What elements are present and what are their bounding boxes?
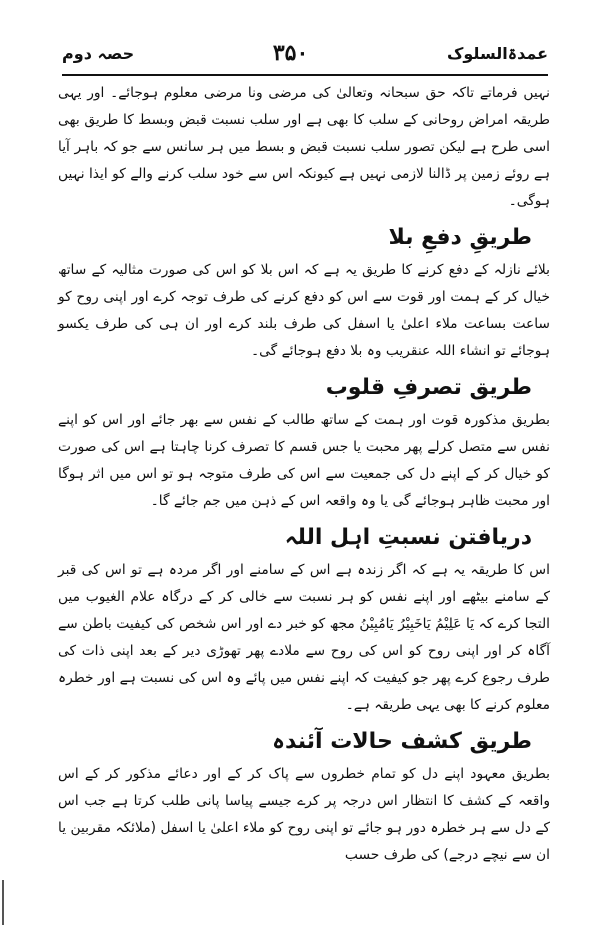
page-body (58, 80, 550, 869)
page-number: ۳۵۰ (272, 40, 309, 66)
section-paragraph-influence-hearts: بطریق مذکورہ قوت اور ہمت کے ساتھ طالب کے نفس سے بھر جائے اور اس کو اپنے نفس سے متصل کرلے پھر محبت یا جس قسم کا تصرف کرنا چاہتا ہے اس کی صورت کو خیال کر کے اپنے دل کی جمعیت سے اس کی طرف متوجہ ہو تو اس میں اثر ہوگا اور محبت ظاہر ہوجائے گی یا وہ واقعہ اس کے ذہن میں جم جائے گا۔ (58, 412, 550, 509)
scan-margin-mark (2, 880, 4, 925)
section-heading-repel-calamity: طریقِ دفعِ بلا (388, 225, 532, 250)
section-heading-discern-nisbat: دریافتن نسبتِ اہل اللہ (284, 525, 532, 550)
section-paragraph-future-events: بطریق معہود اپنے دل کو تمام خطروں سے پاک کر کے اور دعائے مذکور کر کے اس واقعہ کے کشف کا انتظار اس درجہ پر کرے جیسے پیاسا پانی طلب کرتا ہے جب اس کے دل سے ہر خطرہ دور ہو جائے تو اپنی روح کو ملاء اعلیٰ یا اسفل (ملائکہ مقربین یا ان سے نیچے درجے) کی طرف حسب (58, 766, 550, 863)
section-heading-influence-hearts: طریق تصرفِ قلوب (325, 375, 532, 400)
book-title: عمدۃالسلوک (447, 43, 548, 63)
header-rule (62, 74, 548, 76)
page-header (62, 36, 548, 70)
section-paragraph-discern-nisbat: اس کا طریقہ یہ ہے کہ اگر زندہ ہے اس کے سامنے اور اگر مردہ ہے تو اس کی قبر کے سامنے بیٹھے اور اپنے نفس کو ہر نسبت سے خالی کر کے درگاہ علام الغیوب میں التجا کرے کہ یَا عَلِیْمُ یَاخَبِیْرُ یَامُبِیْنُ مجھ کو خبر دے اور اس شخص کی کیفیت باطن سے آگاہ کر اور اپنی روح کو اس کی روح سے ملادے پھر تھوڑی دیر کے بعد اپنی ذات کی طرف رجوع کرے پھر جو کیفیت کہ اپنے نفس میں پائے وہ اس کی نسبت ہے اور خطرہ معلوم کرنے کا بھی یہی طریقہ ہے۔ (58, 562, 550, 713)
section-heading-future-events: طریق کشف حالات آئندہ (272, 729, 532, 754)
volume-part: حصہ دوم (62, 43, 135, 63)
section-paragraph-repel-calamity: بلائے نازلہ کے دفع کرنے کا طریق یہ ہے کہ اس بلا کو اس کی صورت مثالیہ کے ساتھ خیال کر کے ہمت اور قوت سے اس کو دفع کرنے کی طرف توجہ کرے اور اپنی روح کو ساعت بساعت ملاء اعلیٰ یا اسفل کی طرف بلند کرے اور ان ہی کی طرف یکسو ہوجائے تو انشاء اللہ عنقریب وہ بلا دفع ہوجائے گی۔ (58, 262, 550, 359)
intro-paragraph: نہیں فرماتے تاکہ حق سبحانہ وتعالیٰ کی مرضی ونا مرضی معلوم ہوجائے۔ اور یہی طریقہ امراض روحانی کے سلب کا بھی ہے اور سلب نسبت قبض وبسط کا طریق بھی اسی طرح ہے لیکن تصور سلب نسبت قبض و بسط میں ہر سانس سے جو کہ باہر آیا ہے روئے زمین پر ڈالنا لازمی نہیں ہے کیونکہ اس سے خود سلب کرنے والے کو ایذا نہیں ہوگی۔ (58, 85, 550, 209)
